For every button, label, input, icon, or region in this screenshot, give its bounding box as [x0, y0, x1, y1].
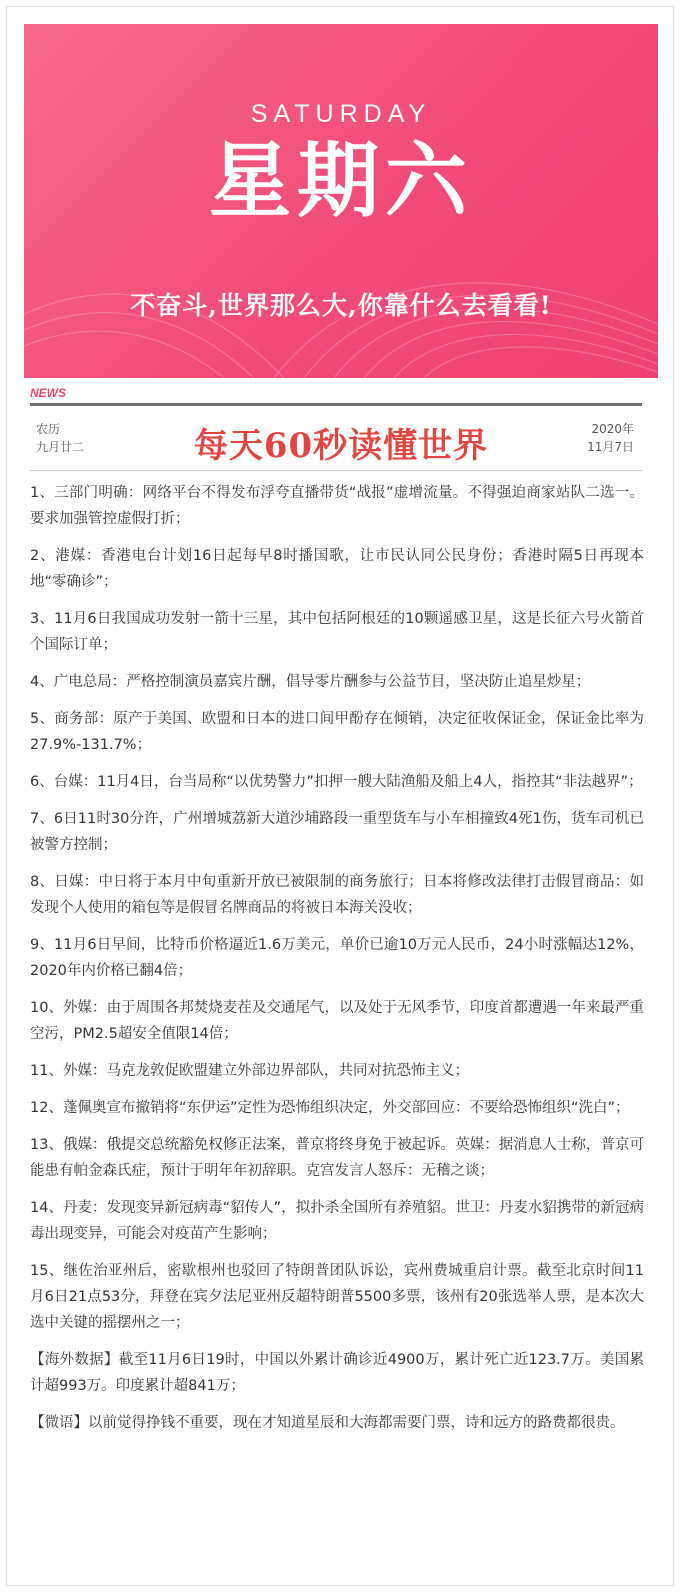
news-item: 1、三部门明确：网络平台不得发布浮夸直播带货“战报”虚增流量。不得强迫商家站队二选一。要求加强管控虚假打折；	[30, 485, 644, 527]
news-item: 15、继佐治亚州后，密歇根州也驳回了特朗普团队诉讼，宾州费城重启计票。截至北京时间11月6日21点53分，拜登在宾夕法尼亚州反超特朗普5500多票，该州有20张选举人票，是本次大选中关键的摇摆州之一；	[30, 1263, 644, 1331]
news-item: 2、港媒：香港电台计划16日起每早8时播国歌，让市民认同公民身份；香港时隔5日再现本地“零确诊”；	[30, 548, 644, 590]
news-item: 12、蓬佩奥宣布撤销将“东伊运”定性为恐怖组织决定，外交部回应：不要给恐怖组织“洗白”；	[30, 1100, 630, 1116]
banner-slogan: 不奋斗,世界那么大,你靠什么去看看!	[130, 291, 552, 320]
page-title: 每天60秒读懂世界	[193, 426, 489, 466]
news-item: 7、6日11时30分许，广州增城荔新大道沙埔路段一重型货车与小车相撞致4死1伤，货车司机已被警方控制；	[30, 811, 644, 853]
daily-quote: 【微语】以前觉得挣钱不重要，现在才知道星辰和大海都需要门票，诗和远方的路费都很贵。	[30, 1415, 625, 1431]
news-label: NEWS	[30, 386, 66, 400]
news-item: 4、广电总局：严格控制演员嘉宾片酬，倡导零片酬参与公益节目，坚决防止追星炒星；	[30, 674, 591, 690]
header-divider-thick	[30, 403, 642, 406]
news-item: 5、商务部：原产于美国、欧盟和日本的进口间甲酚存在倾销，决定征收保证金，保证金比率为27.9%-131.7%；	[30, 711, 644, 753]
banner-day-english: SATURDAY	[250, 100, 432, 128]
lunar-label: 农历	[36, 422, 61, 436]
lunar-day: 九月廿二	[36, 440, 85, 454]
header-divider-thin	[30, 470, 642, 471]
news-item: 8、日媒：中日将于本月中旬重新开放已被限制的商务旅行；日本将修改法律打击假冒商品：如发现个人使用的箱包等是假冒名牌商品的将被日本海关没收；	[30, 874, 644, 916]
news-item: 14、丹麦：发现变异新冠病毒“貂传人”，拟扑杀全国所有养殖貂。世卫：丹麦水貂携带的新冠病毒出现变异，可能会对疫苗产生影响；	[30, 1200, 644, 1242]
news-item: 6、台媒：11月4日，台当局称“以优势警力”扣押一艘大陆渔船及船上4人，指控其“非法越界”；	[30, 774, 643, 790]
date-year: 2020年	[591, 422, 634, 436]
news-item: 3、11月6日我国成功发射一箭十三星，其中包括阿根廷的10颗遥感卫星，这是长征六号火箭首个国际订单；	[30, 611, 644, 653]
news-item: 9、11月6日早间，比特币价格逼近1.6万美元，单价已逾10万元人民币，24小时涨幅达12%，2020年内价格已翻4倍；	[30, 937, 644, 979]
header-banner	[24, 24, 658, 378]
news-list	[30, 480, 644, 1447]
date-day: 11月7日	[587, 440, 634, 454]
banner-day-chinese: 星期六	[208, 134, 473, 229]
news-item: 13、俄媒：俄提交总统豁免权修正法案，普京将终身免于被起诉。英媒：据消息人士称，普京可能患有帕金森氏症，预计于明年年初辞职。克宫发言人怒斥：无稽之谈；	[30, 1137, 644, 1179]
news-item: 11、外媒：马克龙敦促欧盟建立外部边界部队，共同对抗恐怖主义；	[30, 1063, 469, 1079]
gregorian-date	[587, 420, 634, 456]
overseas-data: 【海外数据】截至11月6日19时，中国以外累计确诊近4900万，累计死亡近123.7万。美国累计超993万。印度累计超841万；	[30, 1352, 644, 1394]
news-item: 10、外媒：由于周围各邦焚烧麦茬及交通尾气，以及处于无风季节，印度首都遭遇一年来最严重空污，PM2.5超安全值限14倍；	[30, 1000, 644, 1042]
